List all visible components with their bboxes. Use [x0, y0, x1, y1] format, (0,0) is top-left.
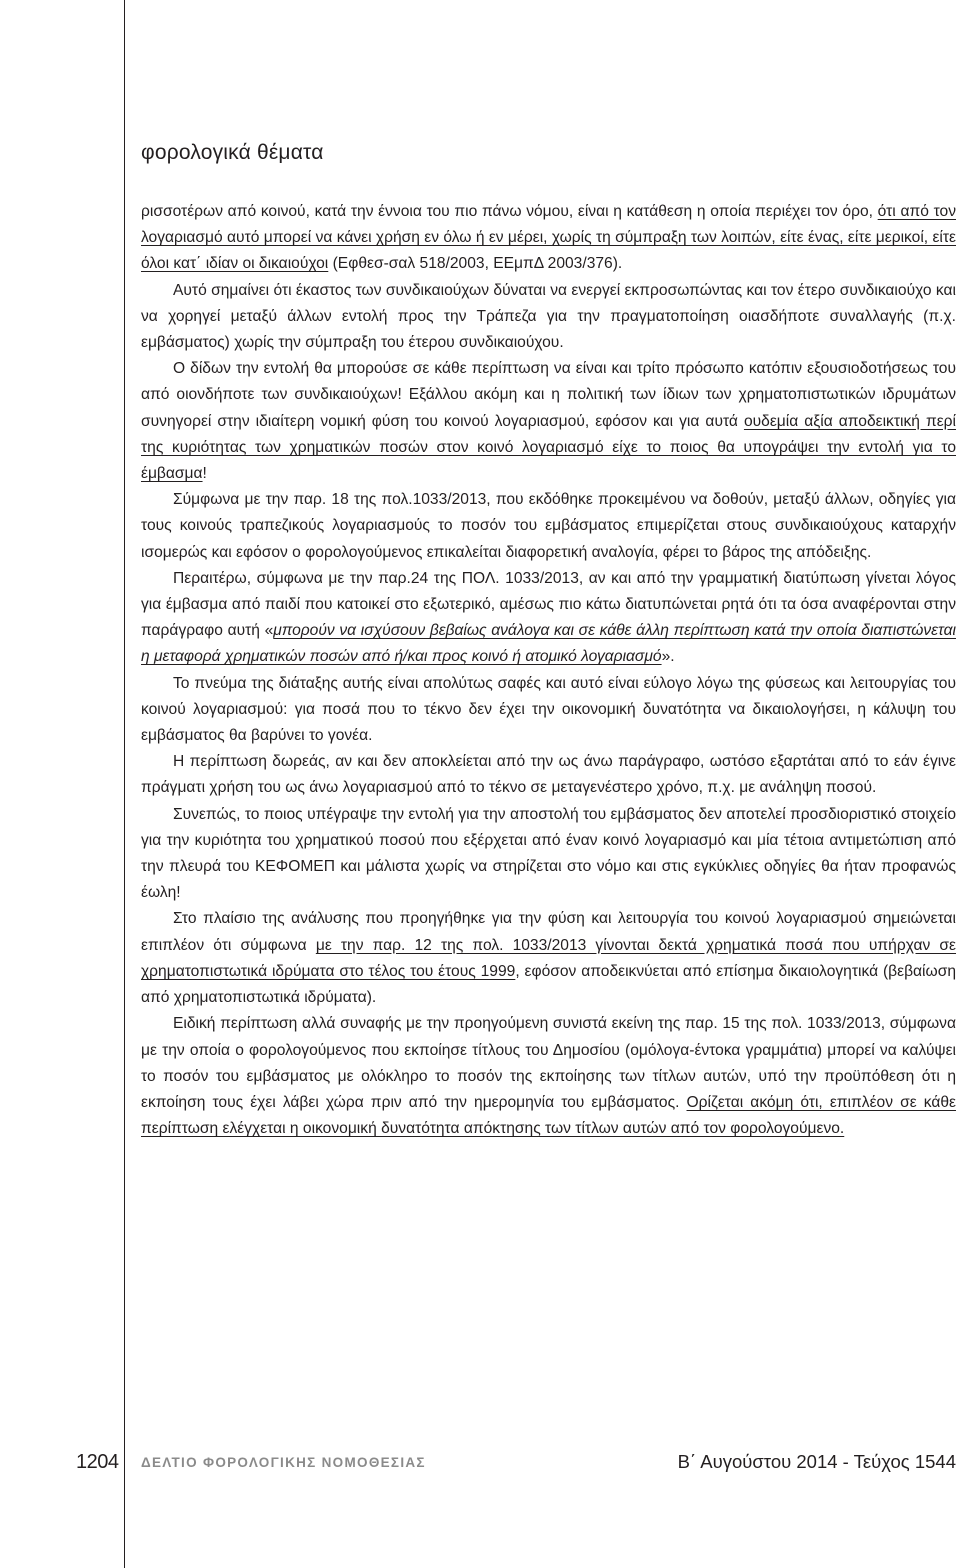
underlined-text: ουδεμία αξία αποδεικτική περί της κυριότητας των χρηματικών ποσών στον κοινό λογαριασμό είχε το ποιος θα υπογράψει την εντολή για το έμβασμα	[141, 412, 957, 483]
paragraph-text: Στο πλαίσιο της ανάλυσης που προηγήθηκε για την φύση και λειτουργία του κοινού λογαριασμού σημειώνεται επιπλέον ότι σύμφωνα	[141, 910, 956, 954]
paragraph-text: Το πνεύμα της διάταξης αυτής είναι απολύτως σαφές και αυτό είναι εύλογο λόγω της φύσεως και λειτουργίας του κοινού λογαριασμού: για ποσά που το τέκνο δεν έχει την οικονομική δυνατότητα να δικαιολογήσει, η κάλυψη του εμβάσματος θα βαρύνει το γονέα.	[141, 674, 956, 745]
paragraph-text: Περαιτέρω, σύμφωνα με την παρ.24 της ΠΟΛ. 1033/2013, αν και από την γραμματική διατύπωση γίνεται λόγος για έμβασμα από παιδί που κατοικεί στο εξωτερικό, αμέσως πιο κάτω διατυπώνεται ρητά ότι τα όσα αναφέρονται στην παράγραφο αυτή «	[141, 569, 956, 640]
publication-name: ΔΕΛΤΙΟ ΦΟΡΟΛΟΓΙΚΗΣ ΝΟΜΟΘΕΣΙΑΣ	[141, 1455, 426, 1470]
paragraph	[141, 671, 956, 750]
paragraph	[141, 1011, 956, 1142]
paragraph	[141, 278, 956, 357]
paragraph	[141, 749, 956, 801]
issue-info: Β΄ Αυγούστου 2014 - Τεύχος 1544	[677, 1451, 956, 1472]
underlined-text: Ορίζεται ακόμη ότι, επιπλέον σε κάθε περίπτωση ελέγχεται η οικονομική δυνατότητα απόκτησης των τίτλων αυτών από τον φορολογούμενο.	[141, 1093, 956, 1138]
underlined-text: μπορούν να ισχύσουν βεβαίως ανάλογα και σε κάθε άλλη περίπτωση κατά την οποία διαπιστώνεται η μεταφορά χρηματικών ποσών από ή/και προς κοινό ή ατομικό λογαριασμό	[141, 622, 956, 666]
paragraph	[141, 906, 956, 1011]
paragraph-text: , εφόσον αποδεικνύεται από επίσημα δικαιολογητικά (βεβαίωση από χρηματοπιστωτικά ιδρύματα).	[141, 962, 956, 1007]
paragraph	[141, 487, 956, 566]
paragraph-text: Αυτό σημαίνει ότι έκαστος των συνδικαιούχων δύναται να ενεργεί εκπροσωπώντας και τον έτερο συνδικαιούχο και να χορηγεί μεταξύ άλλων εντολή προς την Τράπεζα για την πραγματοποίηση οιασδήποτε συναλλαγής (π.χ. εμβάσματος) χωρίς την σύμπραξη του έτερου συνδικαιούχου.	[141, 281, 956, 352]
paragraph-text: Συνεπώς, το ποιος υπέγραψε την εντολή για την αποστολή του εμβάσματος δεν αποτελεί προσδιοριστικό στοιχείο για την κυριότητα του χρηματικού ποσού που εξέρχεται από έναν κοινό λογαριασμό και μία τέτοια αντιμετώπιση από την πλευρά του ΚΕΦΟΜΕΠ και μάλιστα χωρίς να στηρίζεται στο νόμο και στις εγκύκλιες οδηγίες θα ήταν προφανώς έωλη!	[141, 805, 956, 902]
paragraph-text: Ο δίδων την εντολή θα μπορούσε σε κάθε περίπτωση να είναι και τρίτο πρόσωπο κατόπιν εξουσιοδοτήσεως του από οιονδήποτε των συνδικαιούχων! Εξάλλου ακόμη και η πολιτική των ίδιων των χρηματοπιστωτικών ιδρυμάτων συνηγορεί στην ιδιαίτερη νομική φύση του κοινού λογαριασμού, εφόσον και για αυτά	[141, 360, 956, 430]
paragraph-text: Η περίπτωση δωρεάς, αν και δεν αποκλείεται από την ως άνω παράγραφο, ωστόσο εξαρτάται από το εάν έγινε πράγματι χρήση του ως άνω λογαριασμού από το τέκνο σε μεταγενέστερο χρόνο, π.χ. με ανάληψη ποσού.	[141, 753, 956, 797]
underlined-text: με την παρ. 12 της πολ. 1033/2013 γίνονται δεκτά χρηματικά ποσά που υπήρχαν σε χρηματοπιστωτικά ιδρύματα στο τέλος του έτους 1999	[141, 936, 957, 980]
page-vertical-rule	[124, 0, 125, 1568]
paragraph-text: ».	[661, 648, 675, 666]
page-number: 1204	[76, 1451, 119, 1473]
page-footer	[0, 1451, 960, 1481]
paragraph	[141, 356, 956, 487]
paragraph	[141, 199, 956, 278]
section-title: φορολογικά θέματα	[141, 141, 324, 164]
underlined-text: ότι από τον λογαριασμό αυτό μπορεί να κάνει χρήση εν όλω ή εν μέρει, χωρίς τη σύμπραξη των λοιπών, είτε ένας, είτε μερικοί, είτε όλοι κατ΄ ιδίαν οι δικαιούχοι	[141, 203, 956, 273]
paragraph-text: Ειδική περίπτωση αλλά συναφής με την προηγούμενη συνιστά εκείνη της παρ. 15 της πολ. 1033/2013, σύμφωνα με την οποία ο φορολογούμενος που εκποίησε τίτλους του Δημοσίου (ομόλογα-έντοκα γραμμάτια) μπορεί να καλύψει το ποσόν του εμβάσματος με ολόκληρο το ποσόν της εκποίησης των τίτλων αυτών, υπό την προϋπόθεση ότι η εκποίηση τους έχει λάβει χώρα πριν από την ημερομηνία του εμβάσματος.	[141, 1015, 956, 1111]
paragraph-text: ρισσοτέρων από κοινού, κατά την έννοια του πιο πάνω νόμου, είναι η κατάθεση η οποία περιέχει τον όρο,	[141, 203, 878, 220]
article-body	[141, 199, 956, 1142]
paragraph-text: Σύμφωνα με την παρ. 18 της πολ.1033/2013, που εκδόθηκε προκειμένου να δοθούν, μεταξύ άλλων, οδηγίες για τους κοινούς τραπεζικούς λογαριασμούς το ποσόν του εμβάσματος επιμερίζεται στους συνδικαιούχους καταρχήν ισομερώς και εφόσον ο φορολογούμενος επικαλείται διαφορετική αναλογία, φέρει το βάρος της απόδειξης.	[141, 491, 956, 561]
paragraph	[141, 802, 956, 907]
paragraph	[141, 566, 956, 671]
paragraph-text: (Εφθεσ-σαλ 518/2003, ΕΕμπΔ 2003/376).	[328, 255, 623, 273]
paragraph-text: !	[202, 465, 207, 483]
